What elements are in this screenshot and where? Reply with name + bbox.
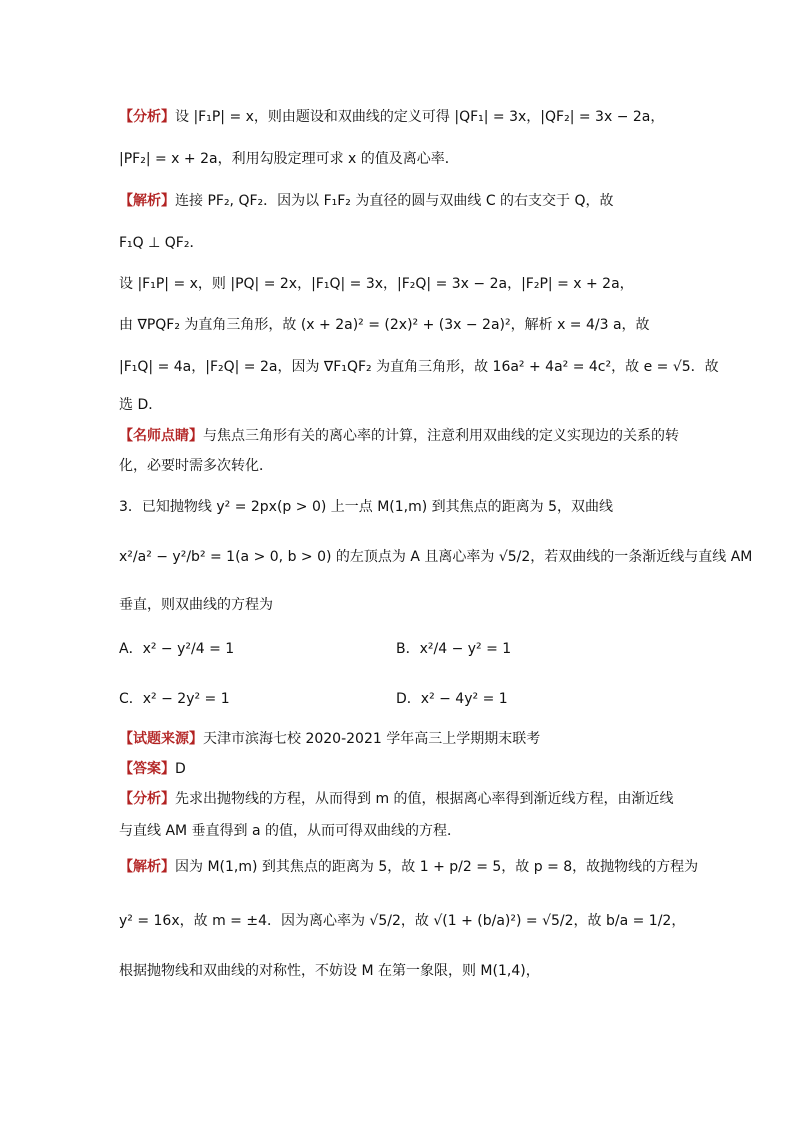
solution-paragraph-line: [119, 273, 634, 295]
source-text: 天津市滨海七校 2020-2021 学年高三上学期期末联考: [203, 731, 541, 747]
analysis-paragraph-line: [119, 148, 459, 170]
teacher-text: 化，必要时需多次转化．: [119, 458, 273, 474]
solution-paragraph-line: [119, 910, 685, 932]
solution-paragraph-line: [119, 190, 614, 212]
solution-paragraph-line: [119, 856, 698, 878]
teacher-note-line: [119, 455, 273, 477]
solution-paragraph-line: [119, 356, 719, 378]
solution-paragraph-line: [119, 314, 650, 336]
option-a: A．x² − y²/4 = 1: [119, 641, 235, 657]
solution-text: 设 |F₁P| = x，则 |PQ| = 2x，|F₁Q| = 3x，|F₂Q| = 3x − 2a，|F₂P| = x + 2a，: [119, 276, 634, 292]
answer-text: D: [175, 761, 186, 777]
source-tag: 【试题来源】: [119, 731, 203, 747]
solution-tag: 【解析】: [119, 859, 175, 875]
option-d: D．x² − 4y² = 1: [396, 691, 508, 707]
teacher-note-line: [119, 425, 679, 447]
solution-text: 因为 M(1,m) 到其焦点的距离为 5，故 1 + p/2 = 5，故 p = 8，故抛物线的方程为: [175, 859, 699, 875]
solution-text: 选 D．: [119, 397, 163, 413]
teacher-tag: 【名师点睛】: [119, 428, 203, 444]
analysis-text: 先求出抛物线的方程，从而得到 m 的值，根据离心率得到渐近线方程，由渐近线: [175, 791, 674, 807]
answer-line: [119, 758, 186, 780]
solution-text: 由 ∇PQF₂ 为直角三角形，故 (x + 2a)² = (2x)² + (3x − 2a)²，解析 x = 4/3 a，故: [119, 317, 650, 333]
teacher-text: 与焦点三角形有关的离心率的计算，注意利用双曲线的定义实现边的关系的转: [203, 428, 679, 444]
question-text: 3．已知抛物线 y² = 2px(p > 0) 上一点 M(1,m) 到其焦点的距离为 5，双曲线: [119, 499, 614, 515]
solution-text: F₁Q ⊥ QF₂．: [119, 235, 204, 251]
solution-text: |F₁Q| = 4a，|F₂Q| = 2a，因为 ∇F₁QF₂ 为直角三角形，故 16a² + 4a² = 4c²，故 e = √5．故: [119, 359, 719, 375]
solution-text: y² = 16x，故 m = ±4．因为离心率为 √5/2，故 √(1 + (b/a)²) = √5/2，故 b/a = 1/2，: [119, 913, 686, 929]
analysis-tag: 【分析】: [119, 109, 175, 125]
analysis-tag: 【分析】: [119, 791, 175, 807]
analysis-text: 设 |F₁P| = x，则由题设和双曲线的定义可得 |QF₁| = 3x，|QF₂| = 3x − 2a，: [175, 109, 665, 125]
solution-paragraph-line: [119, 960, 540, 982]
solution-text: 连接 PF₂, QF₂．因为以 F₁F₂ 为直径的圆与双曲线 C 的右支交于 Q，故: [175, 193, 614, 209]
answer-tag: 【答案】: [119, 761, 175, 777]
solution-paragraph-line: [119, 394, 162, 416]
solution-tag: 【解析】: [119, 193, 175, 209]
solution-text: 根据抛物线和双曲线的对称性，不妨设 M 在第一象限，则 M(1,4)，: [119, 963, 540, 979]
source-line: [119, 728, 540, 750]
analysis-text: 与直线 AM 垂直得到 a 的值，从而可得双曲线的方程．: [119, 823, 462, 839]
question-text: 垂直，则双曲线的方程为: [119, 597, 273, 613]
analysis-text: |PF₂| = x + 2a，利用勾股定理可求 x 的值及离心率．: [119, 151, 459, 167]
question-stem-line: [119, 546, 752, 568]
option-c: C．x² − 2y² = 1: [119, 691, 230, 707]
analysis-paragraph-line: [119, 820, 461, 842]
analysis-paragraph-line: [119, 106, 664, 128]
analysis-paragraph-line: [119, 788, 674, 810]
question-stem-line: [119, 496, 613, 518]
option-b: B．x²/4 − y² = 1: [396, 641, 512, 657]
question-stem-line: [119, 594, 273, 616]
solution-paragraph-line: [119, 232, 203, 254]
question-text: x²/a² − y²/b² = 1(a > 0, b > 0) 的左顶点为 A 且离心率为 √5/2，若双曲线的一条渐近线与直线 AM: [119, 549, 753, 565]
